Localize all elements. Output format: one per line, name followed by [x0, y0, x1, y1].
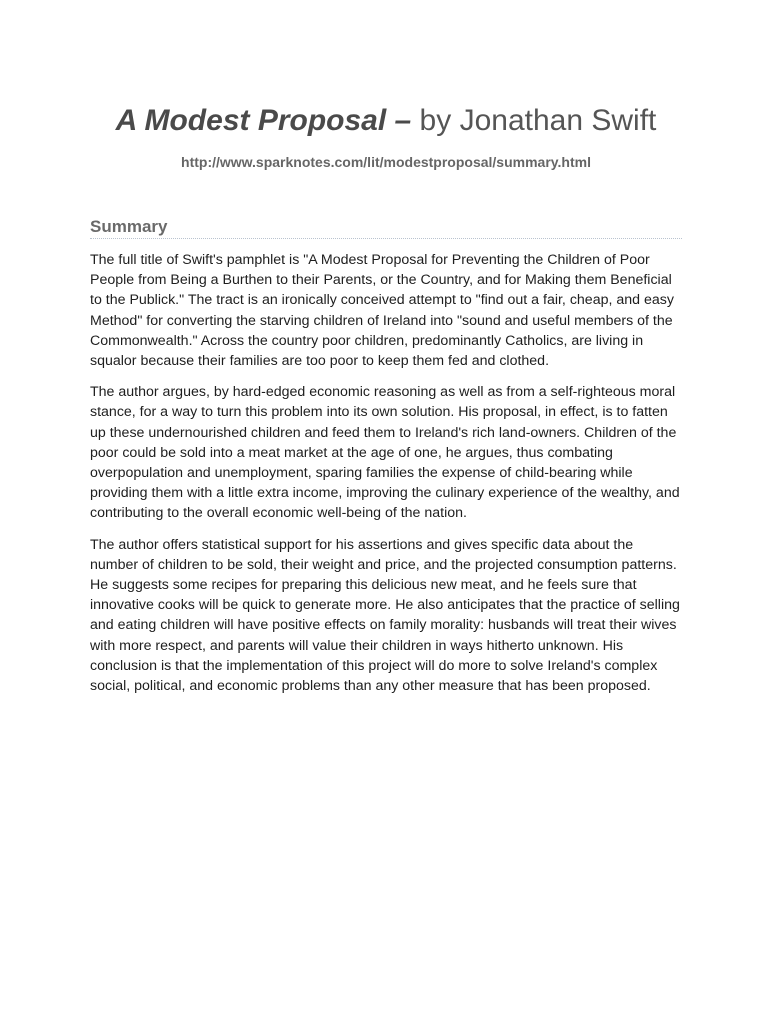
section-divider: [90, 238, 682, 239]
page-title: [90, 101, 682, 141]
summary-paragraph: The author offers statistical support for his assertions and gives specific data about the number of children to be sold, their weight and price, and the projected consumption patterns. He suggests some recipes for preparing this delicious new meat, and he feels sure that innovative cooks will be quick to generate more. He also anticipates that the practice of selling and eating children will have positive effects on family morality: husbands will treat their wives with more respect, and parents will value their children in ways hitherto unknown. His conclusion is that the implementation of this project will do more to solve Ireland's complex social, political, and economic problems than any other measure that has been proposed.: [90, 536, 680, 695]
section-heading-summary: Summary: [90, 217, 168, 236]
summary-body: [90, 250, 682, 707]
summary-paragraph: The author argues, by hard-edged economic reasoning as well as from a self-righteous moral stance, for a way to turn this problem into its own solution. His proposal, in effect, is to fatten up these undernourished children and feed them to Ireland's rich land-owners. Children of the poor could be sold into a meat market at the age of one, he argues, thus combating overpopulation and unemployment, sparing families the expense of child-bearing while providing them with a little extra income, improving the culinary experience of the wealthy, and contributing to the overall economic well-being of the nation.: [90, 384, 680, 522]
source-url: http://www.sparknotes.com/lit/modestproposal/summary.html: [181, 154, 591, 170]
title-author: by Jonathan Swift: [411, 104, 657, 137]
summary-paragraph: The full title of Swift's pamphlet is "A Modest Proposal for Preventing the Children of Poor People from Being a Burthen to their Parents, or the Country, and for Making them Beneficial to the Publick." The tract is an ironically conceived attempt to "find out a fair, cheap, and easy Method" for converting the starving children of Ireland into "sound and useful members of the Commonwealth." Across the country poor children, predominantly Catholics, are living in squalor because their families are too poor to keep them fed and clothed.: [90, 252, 674, 370]
title-work-name: A Modest Proposal –: [115, 104, 412, 137]
